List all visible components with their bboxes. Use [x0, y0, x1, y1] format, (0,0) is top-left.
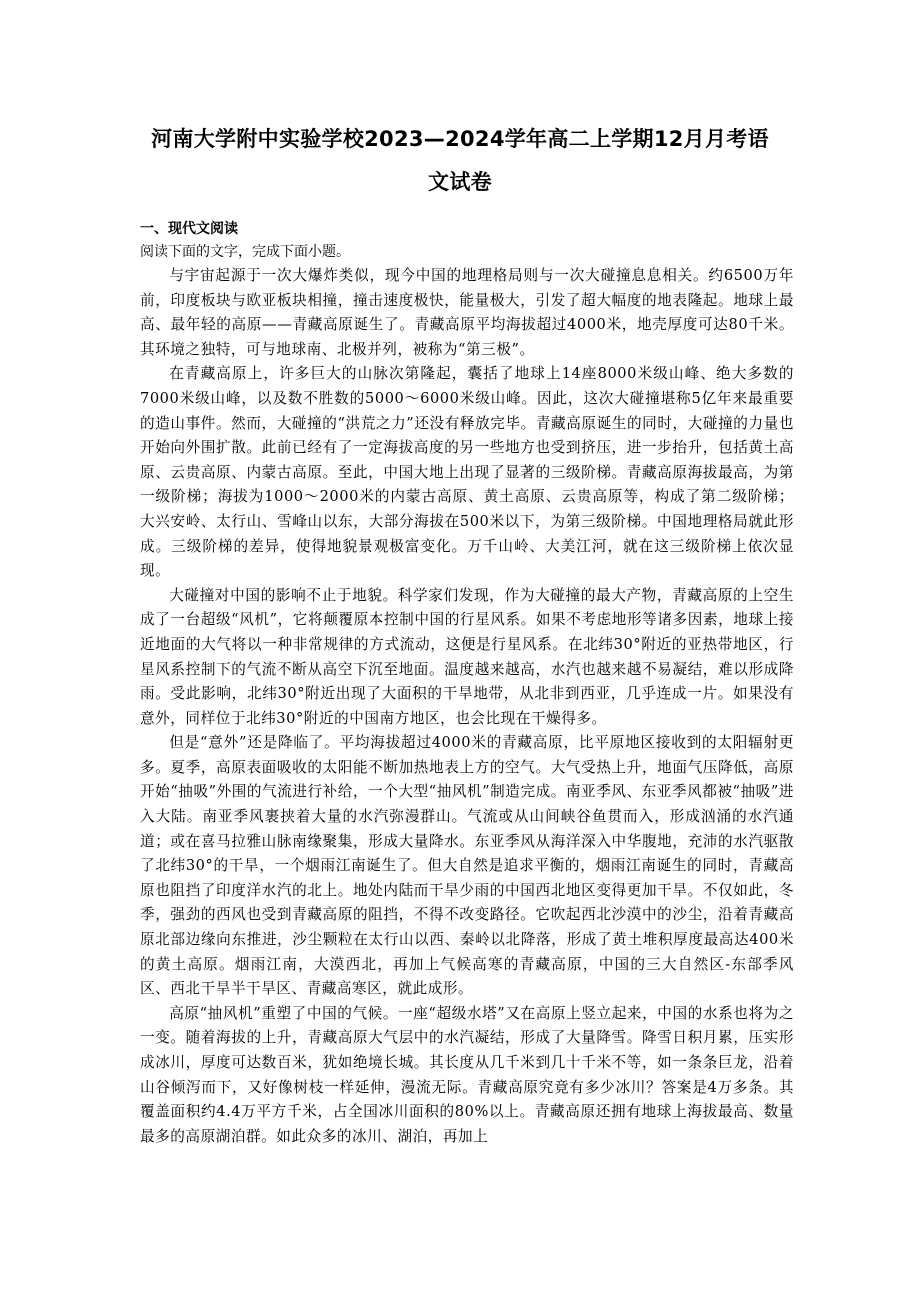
document-title: [140, 118, 790, 204]
title-line-2: 文试卷: [428, 170, 492, 194]
reading-instruction: 阅读下面的文字，完成下面小题。: [140, 244, 350, 260]
paragraph-2: 在青藏高原上，许多巨大的山脉次第隆起，囊括了地球上14座8000米级山峰、绝大多数的7000米级山峰，以及数不胜数的5000～6000米级山峰。因此，这次大碰撞堪称5亿年来最重要的造山事件。然而，大碰撞的“洪荒之力”还没有释放完毕。青藏高原诞生的同时，大碰撞的力量也开始向外围扩散。此前已经有了一定海拔高度的另一些地方也受到挤压，进一步抬升，包括黄土高原、云贵高原、内蒙古高原。至此，中国大地上出现了显著的三级阶梯。青藏高原海拔最高，为第一级阶梯；海拔为1000～2000米的内蒙古高原、黄土高原、云贵高原等，构成了第二级阶梯；大兴安岭、太行山、雪峰山以东，大部分海拔在500米以下，为第三级阶梯。中国地理格局就此形成。三级阶梯的差异，使得地貌景观极富变化。万千山岭、大美江河，就在这三级阶梯上依次显现。: [140, 365, 794, 580]
article-body: [140, 264, 920, 1149]
section-heading: 一、现代文阅读: [140, 221, 238, 237]
paragraph-4: 但是“意外”还是降临了。平均海拔超过4000米的青藏高原，比平原地区接收到的太阳辐射更多。夏季，高原表面吸收的太阳能不断加热地表上方的空气。大气受热上升，地面气压降低，高原开始“抽吸”外围的气流进行补给，一个大型“抽风机”制造完成。南亚季风、东亚季风都被“抽吸”进入大陆。南亚季风裹挟着大量的水汽弥漫群山。气流或从山间峡谷鱼贯而入，形成汹涌的水汽通道；或在喜马拉雅山脉南缘聚集，形成大量降水。东亚季风从海洋深入中华腹地，充沛的水汽驱散了北纬30°的干旱，一个烟雨江南诞生了。但大自然是追求平衡的，烟雨江南诞生的同时，青藏高原也阻挡了印度洋水汽的北上。地处内陆而干旱少雨的中国西北地区变得更加干旱。不仅如此，冬季，强劲的西风也受到青藏高原的阻挡，不得不改变路径。它吹起西北沙漠中的沙尘，沿着青藏高原北部边缘向东推进，沙尘颗粒在太行山以西、秦岭以北降落，形成了黄土堆积厚度最高达400米的黄土高原。烟雨江南，大漠西北，再加上气候高寒的青藏高原，中国的三大自然区-东部季风区、西北干旱半干旱区、青藏高寒区，就此成形。: [140, 734, 794, 998]
paragraph-3: 大碰撞对中国的影响不止于地貌。科学家们发现，作为大碰撞的最大产物，青藏高原的上空生成了一台超级“风机”，它将颠覆原本控制中国的行星风系。如果不考虑地形等诸多因素，地球上接近地面的大气将以一种非常规律的方式流动，这便是行星风系。在北纬30°附近的亚热带地区，行星风系控制下的气流不断从高空下沉至地面。温度越来越高，水汽也越来越不易凝结，难以形成降雨。受此影响，北纬30°附近出现了大面积的干旱地带，从北非到西亚，几乎连成一片。如果没有意外，同样位于北纬30°附近的中国南方地区，也会比现在干燥得多。: [140, 586, 794, 727]
paragraph-1: 与宇宙起源于一次大爆炸类似，现今中国的地理格局则与一次大碰撞息息相关。约6500万年前，印度板块与欧亚板块相撞，撞击速度极快，能量极大，引发了超大幅度的地表隆起。地球上最高、最年轻的高原——青藏高原诞生了。青藏高原平均海拔超过4000米，地壳厚度可达80千米。其环境之独特，可与地球南、北极并列，被称为“第三极”。: [140, 267, 794, 358]
paragraph-5: 高原“抽风机”重塑了中国的气候。一座“超级水塔”又在高原上竖立起来，中国的水系也将为之一变。随着海拔的上升，青藏高原大气层中的水汽凝结，形成了大量降雪。降雪日积月累，压实形成冰川，厚度可达数百米，犹如绝境长城。其长度从几千米到几十千米不等，如一条条巨龙，沿着山谷倾泻而下，又好像树枝一样延伸，漫流无际。青藏高原究竟有多少冰川？答案是4万多条。其覆盖面积约4.4万平方千米，占全国冰川面积的80%以上。青藏高原还拥有地球上海拔最高、数量最多的高原湖泊群。如此众多的冰川、湖泊，再加上: [140, 1004, 794, 1145]
title-line-1: 河南大学附中实验学校2023—2024学年高二上学期12月月考语: [151, 127, 769, 151]
